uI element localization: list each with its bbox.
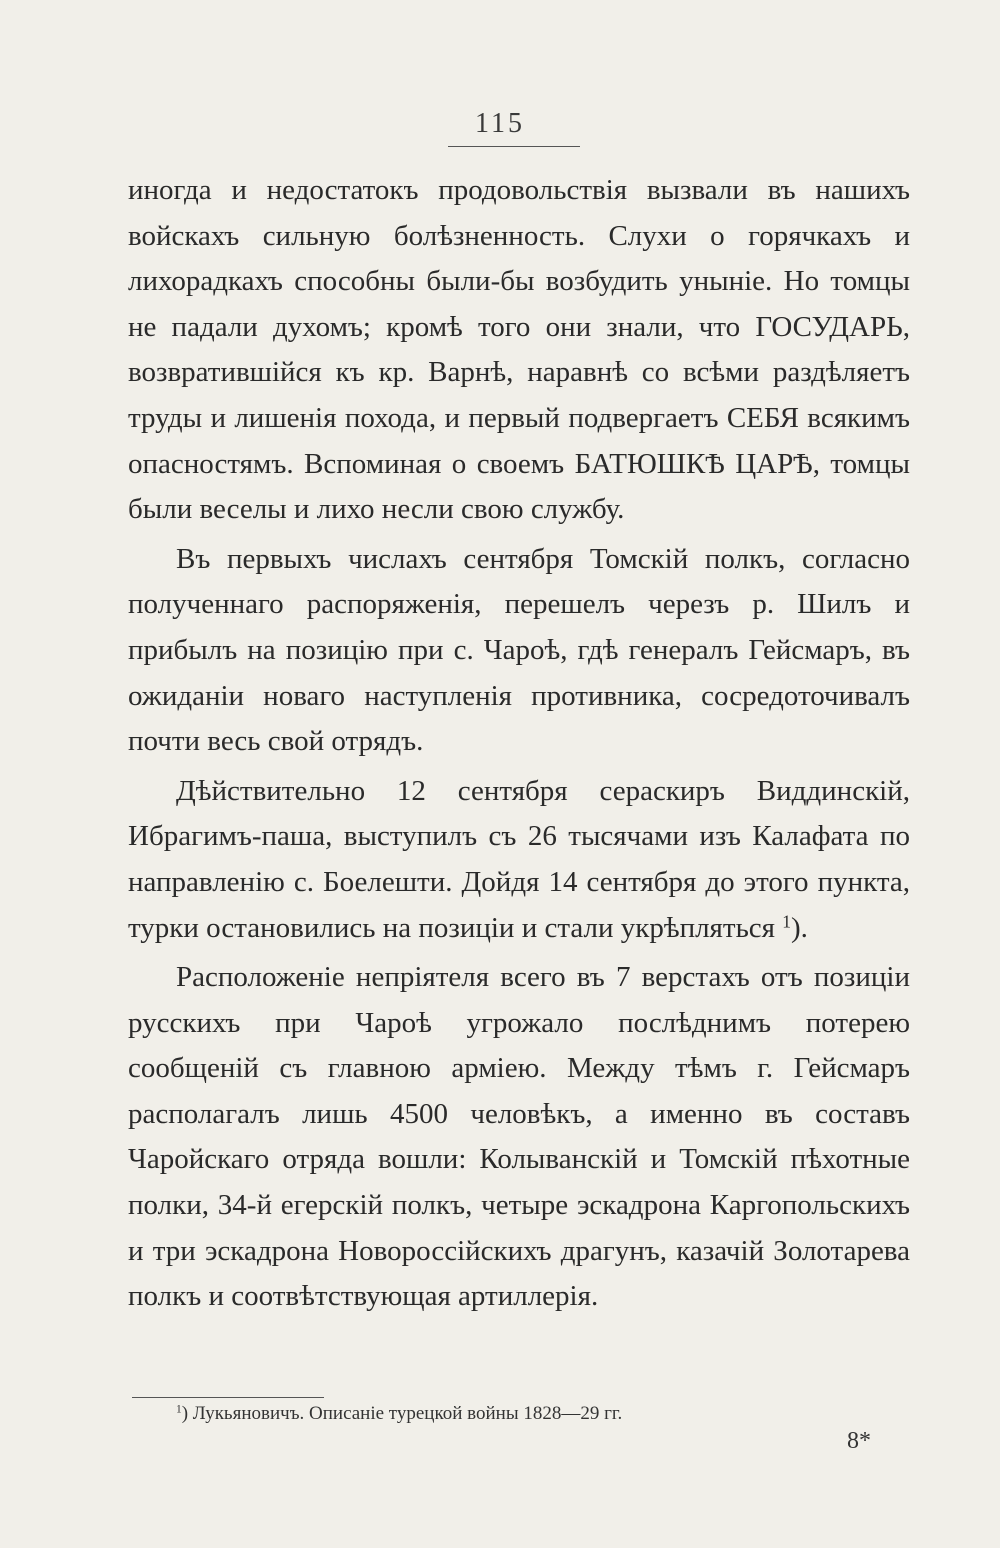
footnote-rule — [132, 1397, 324, 1398]
footnote-marker: 1 — [176, 1403, 182, 1416]
paragraph-4 — [128, 955, 910, 1320]
paragraph-4-text: Расположеніе непріятеля всего въ 7 верстахъ отъ позиціи русскихъ при Чароѣ угрожало послѣднимъ потерею сообщеній съ главною арміею. Между тѣмъ г. Гейсмаръ располагалъ лишь 4500 человѣкъ, а именно въ составъ Чаройскаго отряда вошли: Колыванскій и Томскій пѣхотные полки, 34-й егерскій полкъ, четыре эскадрона Каргопольскихъ и три эскадрона Новороссійскихъ драгунъ, казачій Золотарева полкъ и соотвѣтствующая артиллерія. — [128, 961, 910, 1313]
paragraph-3 — [128, 769, 910, 951]
page-number-rule — [448, 146, 580, 147]
footnote-reference: 1 — [782, 910, 791, 931]
paragraph-2 — [128, 537, 910, 765]
paragraph-1 — [128, 168, 910, 533]
paragraph-2-text: Въ первыхъ числахъ сентября Томскій полкъ, согласно полученнаго распоряженія, перешелъ черезъ р. Шилъ и прибылъ на позицію при с. Чароѣ, гдѣ генералъ Гейсмаръ, въ ожиданіи новаго наступленія противника, сосредоточивалъ почти весь свой отрядъ. — [128, 542, 910, 758]
paragraph-3-text: Дѣйствительно 12 сентября сераскиръ Виддинскій, Ибрагимъ-паша, выступилъ съ 26 тысячами изъ Калафата по направленію с. Боелешти. Дойдя 14 сентября до этого пункта, турки остановились на позиціи и стали укрѣпляться — [128, 774, 910, 944]
page-number: 115 — [475, 108, 525, 139]
signature-mark: 8* — [847, 1428, 871, 1454]
footnote: $^1$) Лукьяновичъ. Описаніе турецкой войны 1828—29 гг. — [176, 1403, 623, 1424]
footnote-text: Лукьяновичъ. Описаніе турецкой войны 1828—29 гг. — [192, 1403, 623, 1424]
paragraph-1-text: иногда и недостатокъ продовольствія вызвали въ нашихъ войскахъ сильную болѣзненность. Слухи о горячкахъ и лихорадкахъ способны были-бы возбудить уныніе. Но томцы не падали духомъ; кромѣ того они знали, что ГОСУДАРЬ, возвратившійся къ кр. Варнѣ, наравнѣ со всѣми раздѣляетъ труды и лишенія похода, и первый подвергаетъ СЕБЯ всякимъ опасностямъ. Вспоминая о своемъ БАТЮШКѢ ЦАРѢ, томцы были веселы и лихо несли свою службу. — [128, 174, 910, 526]
paragraph-3-suffix: ). — [790, 911, 808, 944]
body-text — [128, 168, 910, 1324]
